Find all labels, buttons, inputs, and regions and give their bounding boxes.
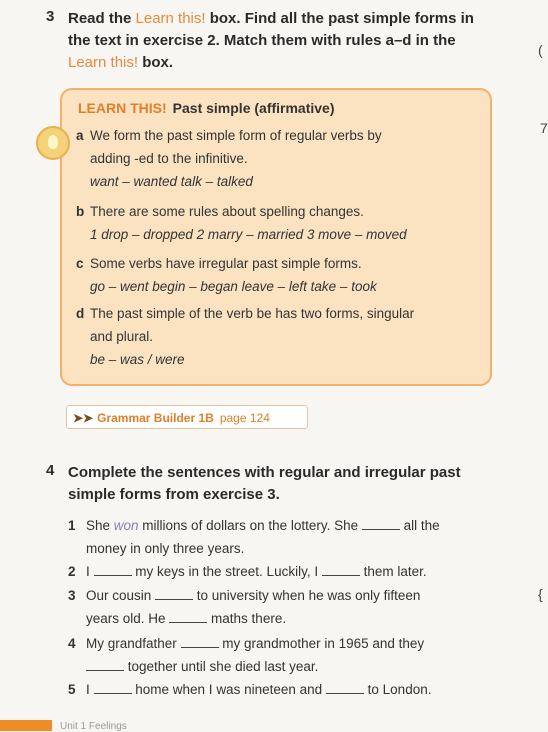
lightbulb-icon	[36, 126, 70, 160]
grammar-builder-link[interactable]: ➤➤ Grammar Builder 1B page 124	[66, 405, 308, 429]
rule-c-example: go – went begin – began leave – left take – took	[90, 279, 377, 294]
exercise-3-number: 3	[46, 8, 55, 25]
rule-a: a We form the past simple form of regular verbs by adding -ed to the infinitive. want – wanted talk – talked	[76, 128, 382, 189]
exercise-4-instructions: Complete the sentences with regular and irregular past simple forms from exercise 3.	[68, 464, 461, 503]
learn-this-tag: LEARN THIS!	[78, 100, 167, 116]
learn-this-title: LEARN THIS! Past simple (affirmative)	[78, 100, 335, 116]
sentence-3: 3 Our cousin to university when he was only fifteen years old. He maths there.	[68, 588, 421, 626]
double-arrow-icon: ➤➤	[73, 411, 94, 425]
grammar-builder-page: page 124	[219, 411, 270, 425]
rule-d: d The past simple of the verb be has two forms, singular and plural. be – was / were	[76, 306, 415, 367]
learn-this-ref-2: Learn this!	[68, 54, 139, 71]
learn-this-ref: Learn this!	[135, 10, 206, 27]
answer-blank[interactable]	[94, 563, 132, 576]
rule-d-example: be – was / were	[90, 352, 185, 367]
answer-blank[interactable]	[94, 681, 132, 694]
sentence-5: 5 I home when I was nineteen and to London.	[68, 682, 432, 697]
rule-b-example: 1 drop – dropped 2 marry – married 3 move – moved	[90, 227, 407, 242]
answer-blank[interactable]	[181, 635, 219, 648]
margin-mark-3: {	[538, 586, 543, 602]
rule-a-example: want – wanted talk – talked	[90, 174, 253, 189]
margin-mark-2: 7	[540, 120, 548, 136]
answer-blank[interactable]	[322, 563, 360, 576]
rule-b: b There are some rules about spelling changes. 1 drop – dropped 2 marry – married 3 move – moved	[76, 204, 407, 242]
exercise-3-instructions: Read the Learn this! box. Find all the past simple forms in the text in exercise 2. Match them with rules a–d in the Learn this! box.	[68, 10, 474, 71]
learn-this-box	[60, 88, 492, 386]
answer-blank[interactable]	[326, 681, 364, 694]
margin-mark: (	[538, 42, 543, 58]
answer-blank[interactable]	[169, 610, 207, 623]
answer-blank[interactable]	[362, 517, 400, 530]
sentence-1: 1 She won millions of dollars on the lottery. She all the money in only three years.	[68, 518, 440, 556]
answer-blank[interactable]	[86, 658, 124, 671]
handwritten-answer: won	[113, 518, 139, 533]
exercise-4-number: 4	[46, 462, 55, 479]
footer-unit-title: Unit 1 Feelings	[60, 721, 127, 732]
answer-blank[interactable]	[155, 587, 193, 600]
sentence-2: 2 I my keys in the street. Luckily, I them later.	[68, 564, 427, 579]
sentence-4: 4 My grandfather my grandmother in 1965 and they together until she died last year.	[68, 636, 425, 674]
page-number-tab	[0, 720, 52, 731]
rule-c: c Some verbs have irregular past simple forms. go – went begin – began leave – left take – took	[76, 256, 377, 294]
